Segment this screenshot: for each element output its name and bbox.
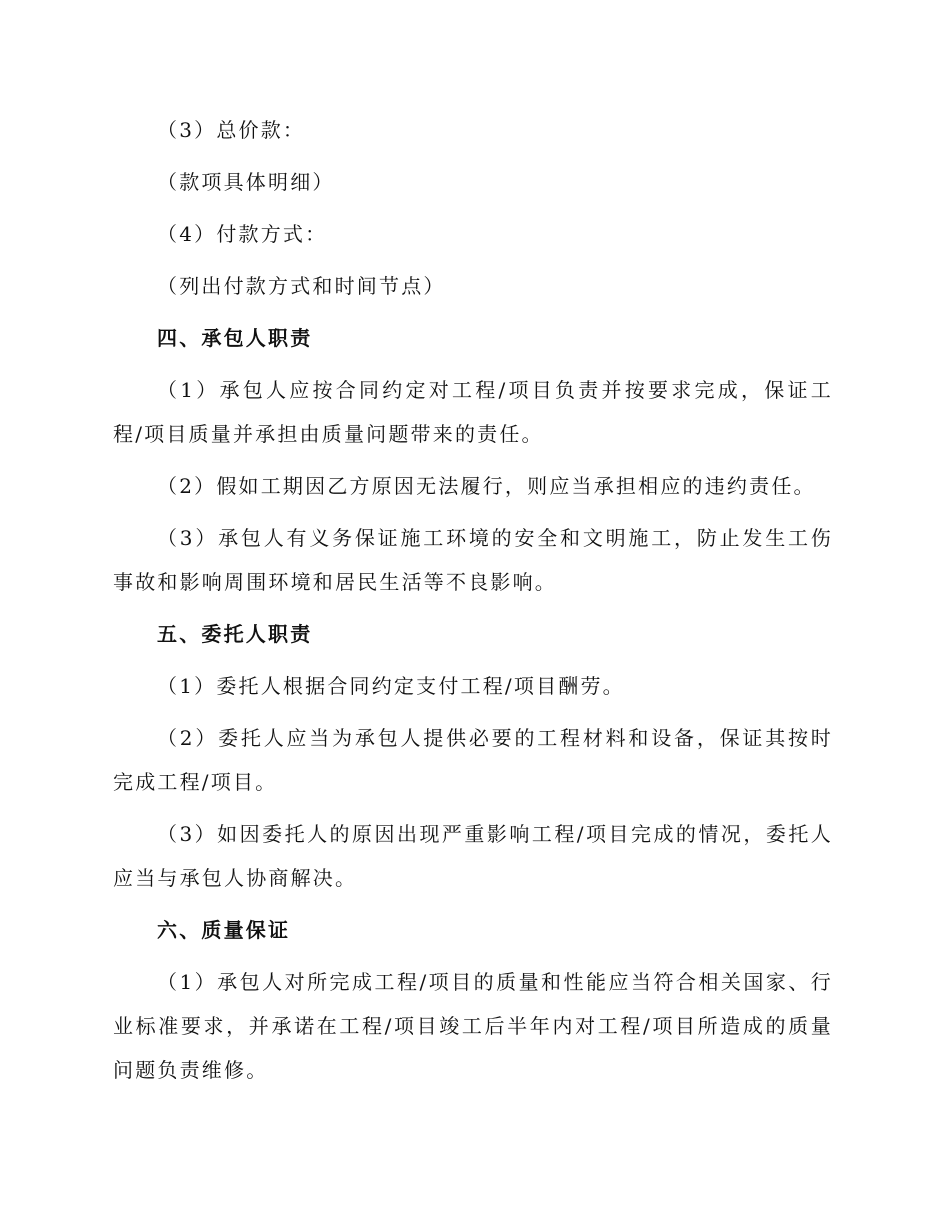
- document-body: [113, 108, 833, 1100]
- section-client-duties: 五、委托人职责: [157, 622, 313, 646]
- client-duty-1: （1）委托人根据合同约定支付工程/项目酬劳。: [157, 674, 625, 698]
- section-quality-guarantee: 六、质量保证: [157, 918, 291, 942]
- contractor-duty-3: （3）承包人有义务保证施工环境的安全和文明施工，防止发生工伤事故和影响周围环境和居民生活等不良影响。: [113, 526, 833, 594]
- contractor-duty-1: （1）承包人应按合同约定对工程/项目负责并按要求完成，保证工程/项目质量并承担由质量问题带来的责任。: [113, 378, 833, 446]
- section-contractor-duties: 四、承包人职责: [157, 326, 313, 350]
- item-payment-method: （4）付款方式：: [157, 222, 328, 246]
- contractor-duty-2: （2）假如工期因乙方原因无法履行，则应当承担相应的违约责任。: [157, 474, 816, 498]
- item-total-price: （3）总价款：: [157, 118, 306, 142]
- item-price-detail: （款项具体明细）: [157, 170, 335, 194]
- client-duty-3: （3）如因委托人的原因出现严重影响工程/项目完成的情况，委托人应当与承包人协商解决。: [113, 822, 833, 890]
- item-payment-detail: （列出付款方式和时间节点）: [157, 274, 446, 298]
- client-duty-2: （2）委托人应当为承包人提供必要的工程材料和设备，保证其按时完成工程/项目。: [113, 726, 833, 794]
- quality-guarantee-1: （1）承包人对所完成工程/项目的质量和性能应当符合相关国家、行业标准要求，并承诺在工程/项目竣工后半年内对工程/项目所造成的质量问题负责维修。: [113, 970, 833, 1082]
